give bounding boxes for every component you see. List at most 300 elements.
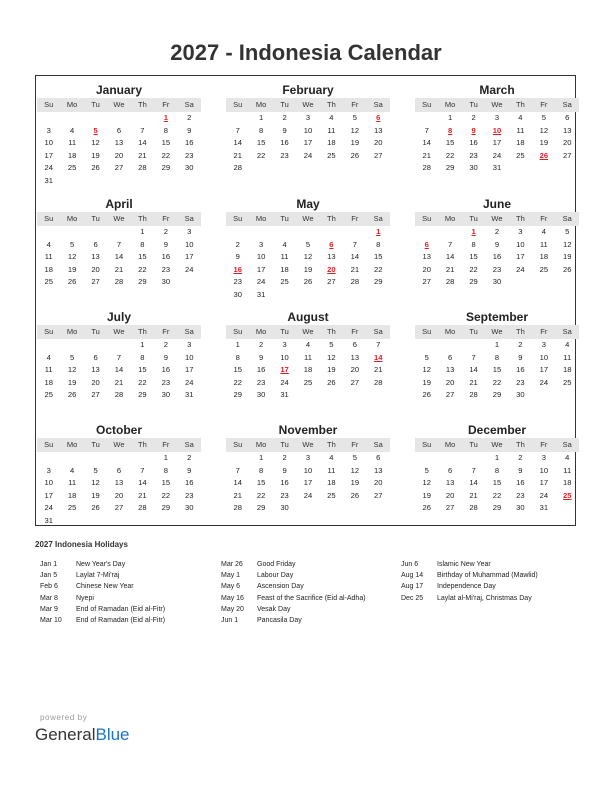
day-cell: 21 — [374, 365, 383, 375]
week-row — [37, 339, 201, 352]
day-cell: 23 — [280, 490, 289, 500]
weekday-label: Su — [44, 440, 54, 449]
weekday-label: Tu — [91, 214, 100, 223]
weekday-header — [415, 438, 579, 452]
weekday-label: Fr — [351, 100, 359, 109]
day-cell: 7 — [140, 465, 145, 475]
day-cell: 28 — [469, 390, 478, 400]
day-cell: 31 — [539, 503, 549, 513]
weekday-label: Fr — [162, 100, 170, 109]
day-cell: 26 — [303, 277, 313, 287]
day-cell: 23 — [233, 277, 242, 287]
day-cell: 5 — [565, 227, 570, 236]
month-october — [37, 423, 201, 535]
day-cell: 13 — [445, 478, 455, 488]
day-cell — [296, 502, 319, 515]
day-cell: 19 — [563, 252, 572, 262]
day-cell: 15 — [256, 138, 266, 148]
day-cell: 16 — [469, 138, 478, 148]
holiday-entry — [40, 570, 165, 581]
brand-blue: Blue — [95, 725, 130, 744]
week-row — [415, 125, 579, 138]
week-row — [415, 150, 579, 163]
day-cell: 14 — [350, 252, 360, 262]
day-cell: 10 — [539, 352, 549, 362]
holiday-date: Dec 25 — [401, 594, 424, 602]
day-cell: 2 — [187, 113, 192, 122]
day-cell — [154, 175, 177, 188]
holidays-column — [40, 559, 165, 626]
day-cell: 15 — [492, 365, 502, 375]
day-cell: 12 — [67, 365, 77, 375]
holiday-date: Jun 6 — [401, 561, 419, 568]
day-cell: 20 — [422, 264, 431, 274]
day-cell: 30 — [233, 289, 242, 299]
holiday-day-cell: 14 — [374, 352, 383, 362]
day-cell: 10 — [44, 478, 53, 488]
day-cell: 24 — [280, 377, 289, 387]
day-cell — [509, 276, 532, 289]
day-cell: 9 — [163, 352, 168, 362]
day-cell: 18 — [539, 252, 549, 262]
week-row — [37, 502, 201, 515]
day-cell: 24 — [303, 490, 313, 500]
day-cell — [60, 452, 83, 465]
day-cell: 27 — [445, 390, 455, 400]
day-cell: 30 — [161, 390, 171, 400]
month-name: January — [95, 83, 143, 97]
day-cell: 31 — [185, 390, 194, 400]
day-cell: 4 — [46, 352, 51, 362]
holiday-day-cell: 20 — [327, 264, 336, 274]
holiday-day-cell: 6 — [376, 113, 381, 122]
day-cell: 25 — [44, 390, 53, 400]
week-row — [37, 125, 201, 138]
weekday-label: Sa — [184, 327, 194, 336]
generalblue-logo[interactable] — [35, 725, 130, 745]
day-cell: 28 — [374, 377, 383, 387]
day-cell: 5 — [352, 113, 357, 122]
day-cell: 18 — [327, 478, 336, 488]
week-row — [37, 226, 201, 239]
weekday-label: Mo — [444, 100, 456, 109]
day-cell: 17 — [44, 150, 53, 160]
month-july — [37, 310, 201, 422]
day-cell: 17 — [185, 365, 194, 375]
day-cell: 26 — [327, 377, 336, 387]
day-cell: 4 — [46, 239, 51, 249]
weekday-label: Th — [327, 100, 336, 109]
day-cell: 22 — [256, 150, 266, 160]
week-row — [37, 364, 201, 377]
day-cell: 16 — [256, 365, 266, 375]
day-cell: 27 — [327, 277, 336, 287]
day-cell: 25 — [303, 377, 313, 387]
day-cell: 29 — [161, 503, 171, 513]
day-cell: 24 — [256, 277, 266, 287]
day-cell: 1 — [140, 340, 145, 349]
day-cell — [343, 226, 366, 239]
day-cell: 7 — [352, 239, 357, 249]
holiday-entry — [221, 604, 366, 615]
day-cell — [178, 175, 201, 188]
weekday-label: Su — [422, 440, 432, 449]
week-row — [37, 490, 201, 503]
day-cell: 6 — [565, 113, 570, 122]
day-cell: 2 — [518, 453, 523, 462]
month-name: September — [465, 310, 529, 324]
month-march — [415, 83, 579, 195]
weekday-header — [226, 212, 390, 226]
day-cell: 22 — [138, 264, 147, 274]
day-cell: 20 — [374, 478, 383, 488]
day-cell — [320, 226, 343, 239]
day-cell: 17 — [539, 478, 549, 488]
day-cell: 11 — [280, 252, 289, 262]
day-cell: 9 — [235, 252, 240, 262]
week-row — [415, 137, 579, 150]
weekday-label: We — [302, 214, 314, 223]
day-cell: 3 — [541, 340, 546, 349]
day-cell: 28 — [422, 163, 431, 173]
day-cell: 10 — [256, 252, 266, 262]
day-cell: 7 — [116, 239, 122, 249]
week-row — [226, 226, 390, 239]
day-cell — [296, 226, 319, 239]
day-cell: 19 — [350, 478, 360, 488]
day-cell: 15 — [161, 138, 171, 148]
day-cell: 23 — [516, 377, 525, 387]
day-cell: 27 — [374, 150, 383, 160]
day-cell: 24 — [185, 264, 194, 274]
weekday-label: Su — [422, 327, 432, 336]
day-cell: 28 — [114, 277, 124, 287]
day-cell: 3 — [259, 239, 264, 249]
day-cell: 13 — [327, 252, 336, 262]
day-cell: 25 — [516, 150, 525, 160]
day-cell: 12 — [91, 478, 100, 488]
day-cell: 25 — [327, 150, 336, 160]
day-cell: 1 — [494, 340, 500, 349]
weekday-label: Fr — [162, 440, 170, 449]
month-name: April — [105, 197, 133, 211]
day-cell: 2 — [259, 340, 264, 349]
weekday-label: Fr — [351, 440, 359, 449]
day-cell: 10 — [185, 239, 194, 249]
weekday-label: Tu — [280, 100, 289, 109]
weekday-label: Su — [233, 214, 243, 223]
day-cell: 23 — [256, 377, 266, 387]
day-cell: 8 — [471, 239, 476, 249]
day-cell — [556, 162, 579, 175]
day-cell — [226, 452, 249, 465]
day-cell: 9 — [518, 352, 523, 362]
weekday-label: Fr — [540, 214, 548, 223]
holiday-name: Feast of the Sacrifice (Eid al-Adha) — [257, 594, 366, 602]
weekday-label: Sa — [373, 327, 383, 336]
weekday-label: Th — [516, 214, 525, 223]
week-row — [226, 452, 390, 465]
holiday-entry — [40, 559, 165, 570]
week-row — [226, 137, 390, 150]
week-row — [37, 389, 201, 402]
holiday-date: Aug 14 — [401, 572, 424, 580]
day-cell — [131, 112, 154, 125]
weekday-label: Th — [138, 440, 147, 449]
holiday-date: Mar 10 — [40, 616, 62, 624]
holiday-entry — [401, 581, 538, 592]
day-cell: 13 — [91, 252, 100, 262]
day-cell: 13 — [114, 478, 124, 488]
day-cell: 20 — [114, 150, 124, 160]
day-cell: 19 — [91, 150, 100, 160]
day-cell: 14 — [469, 365, 478, 375]
day-cell: 11 — [44, 365, 53, 375]
day-cell: 6 — [376, 453, 381, 462]
week-row — [37, 112, 201, 125]
day-cell: 19 — [350, 138, 360, 148]
day-cell: 4 — [305, 340, 311, 349]
day-cell: 16 — [185, 138, 194, 148]
day-cell: 7 — [235, 125, 240, 135]
day-cell: 20 — [445, 377, 455, 387]
day-cell: 7 — [140, 125, 145, 135]
holiday-date: Mar 8 — [40, 594, 58, 602]
day-cell: 6 — [93, 239, 98, 249]
weekday-label: Fr — [540, 100, 548, 109]
weekday-label: Th — [516, 440, 525, 449]
holiday-name: Laylat al-Mi'raj, Christmas Day — [437, 594, 532, 602]
weekday-label: We — [302, 100, 314, 109]
weekday-label: Tu — [91, 100, 100, 109]
day-cell — [84, 226, 107, 239]
day-cell — [273, 289, 296, 302]
day-cell: 20 — [563, 138, 572, 148]
day-cell — [37, 452, 60, 465]
day-cell: 2 — [494, 227, 500, 236]
day-cell: 11 — [516, 125, 525, 135]
day-cell: 14 — [445, 252, 455, 262]
week-row — [37, 352, 201, 365]
month-name: June — [482, 197, 511, 211]
weekday-label: Tu — [469, 214, 478, 223]
day-cell: 15 — [469, 252, 478, 262]
day-cell: 4 — [565, 340, 570, 349]
week-row — [37, 239, 201, 252]
holiday-entry — [221, 570, 366, 581]
day-cell — [462, 339, 485, 352]
weekday-header — [37, 438, 201, 452]
day-cell: 10 — [280, 352, 289, 362]
holiday-date: Mar 26 — [221, 561, 243, 568]
day-cell: 13 — [114, 138, 124, 148]
month-june — [415, 197, 579, 309]
weekday-header — [37, 98, 201, 112]
day-cell — [60, 226, 83, 239]
day-cell: 16 — [280, 478, 289, 488]
month-name: February — [282, 83, 334, 97]
day-cell — [320, 289, 343, 302]
day-cell — [556, 276, 579, 289]
day-cell: 29 — [469, 277, 478, 287]
weekday-label: Mo — [66, 214, 78, 223]
weekday-label: Tu — [469, 440, 478, 449]
day-cell: 7 — [448, 239, 453, 249]
day-cell: 15 — [445, 138, 455, 148]
day-cell — [60, 339, 83, 352]
day-cell: 3 — [46, 125, 51, 135]
day-cell — [154, 515, 177, 528]
weekday-label: Th — [516, 327, 525, 336]
holiday-day-cell: 17 — [280, 365, 289, 375]
weekday-label: Mo — [255, 100, 267, 109]
day-cell: 12 — [67, 252, 77, 262]
week-row — [226, 364, 390, 377]
week-row — [415, 162, 579, 175]
day-cell: 15 — [492, 478, 502, 488]
day-cell: 26 — [91, 163, 100, 173]
day-cell: 8 — [163, 125, 168, 135]
day-cell: 16 — [161, 252, 171, 262]
day-cell: 26 — [350, 150, 360, 160]
day-cell: 6 — [116, 125, 122, 135]
day-cell: 10 — [185, 352, 194, 362]
day-cell: 19 — [67, 377, 77, 387]
week-row — [415, 239, 579, 252]
month-name: December — [467, 423, 527, 437]
day-cell: 2 — [282, 453, 287, 462]
holiday-entry — [221, 581, 366, 592]
weekday-label: Fr — [162, 214, 170, 223]
day-cell: 12 — [91, 138, 100, 148]
weekday-label: We — [491, 440, 503, 449]
day-cell: 10 — [516, 239, 525, 249]
day-cell: 29 — [492, 390, 502, 400]
day-cell — [343, 502, 366, 515]
holiday-day-cell: 26 — [539, 150, 549, 160]
day-cell: 30 — [516, 503, 525, 513]
week-row — [37, 137, 201, 150]
day-cell: 9 — [163, 239, 168, 249]
day-cell: 27 — [350, 377, 360, 387]
weekday-label: Sa — [373, 440, 383, 449]
weekday-label: Su — [422, 214, 432, 223]
day-cell: 3 — [187, 227, 192, 236]
day-cell: 25 — [67, 163, 77, 173]
day-cell: 9 — [259, 352, 264, 362]
day-cell: 31 — [280, 390, 289, 400]
holiday-name: Chinese New Year — [76, 583, 134, 591]
day-cell: 23 — [161, 377, 171, 387]
day-cell — [320, 162, 343, 175]
day-cell: 7 — [424, 125, 429, 135]
day-cell: 29 — [161, 163, 171, 173]
day-cell: 22 — [492, 377, 502, 387]
day-cell: 7 — [116, 352, 122, 362]
weekday-header — [226, 325, 390, 339]
day-cell: 18 — [44, 377, 53, 387]
week-row — [226, 465, 390, 478]
day-cell: 19 — [67, 264, 77, 274]
day-cell: 11 — [563, 352, 572, 362]
day-cell: 21 — [138, 150, 147, 160]
weekday-header — [415, 325, 579, 339]
day-cell: 4 — [70, 125, 75, 135]
day-cell — [320, 389, 343, 402]
day-cell: 13 — [422, 252, 431, 262]
day-cell: 19 — [539, 138, 549, 148]
day-cell: 12 — [422, 365, 431, 375]
day-cell: 11 — [44, 252, 53, 262]
brand-general: General — [35, 725, 96, 744]
day-cell — [343, 389, 366, 402]
powered-by-text: powered by — [40, 713, 88, 722]
day-cell: 22 — [161, 490, 171, 500]
day-cell: 16 — [185, 478, 194, 488]
day-cell: 15 — [256, 478, 266, 488]
holiday-name: Nyepi — [76, 594, 94, 602]
weekday-label: We — [113, 440, 125, 449]
day-cell: 18 — [280, 264, 289, 274]
day-cell: 17 — [44, 490, 53, 500]
day-cell: 30 — [256, 390, 266, 400]
holiday-day-cell: 8 — [448, 125, 453, 135]
weekday-label: We — [491, 100, 503, 109]
day-cell: 4 — [329, 453, 334, 462]
month-name: May — [296, 197, 320, 211]
week-row — [415, 477, 579, 490]
day-cell: 2 — [471, 113, 476, 122]
day-cell: 2 — [163, 340, 168, 349]
day-cell — [438, 339, 461, 352]
holiday-name: Vesak Day — [257, 605, 291, 613]
weekday-label: Su — [233, 440, 243, 449]
day-cell: 10 — [539, 465, 549, 475]
day-cell: 11 — [539, 239, 548, 249]
holiday-entry — [401, 593, 538, 604]
day-cell: 23 — [516, 490, 525, 500]
day-cell — [131, 452, 154, 465]
day-cell: 21 — [445, 264, 455, 274]
week-row — [226, 389, 390, 402]
day-cell: 20 — [114, 490, 124, 500]
day-cell — [37, 226, 60, 239]
day-cell: 1 — [494, 453, 500, 462]
holiday-name: New Year's Day — [76, 561, 126, 568]
day-cell: 26 — [422, 503, 431, 513]
weekday-label: We — [491, 327, 503, 336]
day-cell: 13 — [91, 365, 100, 375]
day-cell: 24 — [44, 163, 53, 173]
day-cell: 12 — [422, 478, 431, 488]
day-cell: 30 — [185, 163, 194, 173]
day-cell: 28 — [233, 163, 242, 173]
day-cell: 14 — [138, 478, 147, 488]
day-cell: 20 — [350, 365, 360, 375]
weekday-label: Sa — [184, 214, 194, 223]
day-cell — [226, 112, 249, 125]
day-cell: 1 — [140, 227, 145, 236]
day-cell: 6 — [352, 340, 357, 349]
day-cell: 28 — [445, 277, 455, 287]
day-cell: 22 — [492, 490, 502, 500]
month-february — [226, 83, 390, 195]
day-cell: 14 — [469, 478, 478, 488]
day-cell: 30 — [280, 503, 289, 513]
day-cell: 31 — [492, 163, 502, 173]
weekday-label: We — [113, 214, 125, 223]
month-august — [226, 310, 390, 422]
